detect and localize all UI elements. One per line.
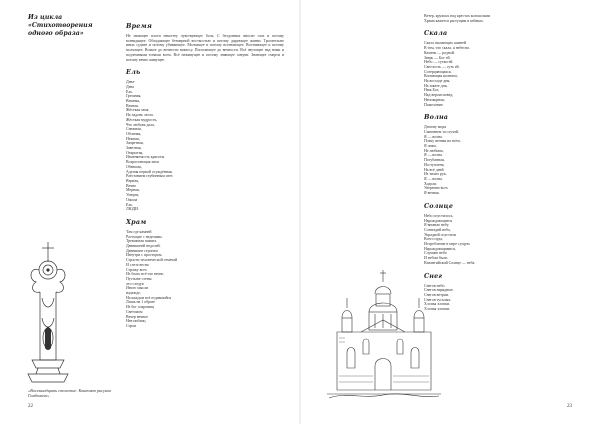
poem-line: Открытая, bbox=[126, 150, 144, 155]
poem-title: Время bbox=[126, 22, 153, 30]
poem-line: Исступлена, bbox=[424, 162, 445, 167]
poem-line: В том, что скала, я небесна. bbox=[424, 46, 470, 51]
poem-line: Вешняя, bbox=[126, 99, 140, 104]
poem-lines bbox=[424, 125, 584, 196]
poem-line: надежде, bbox=[126, 291, 141, 296]
poem-line: Украдкой спустили bbox=[424, 232, 456, 237]
poem-title: Храм bbox=[126, 217, 147, 226]
poem-line: Светомом bbox=[126, 309, 143, 314]
poem-line: Я — волна. bbox=[424, 153, 443, 158]
poem-line: Нев пиблиц bbox=[126, 319, 146, 324]
poem-line: Стражу всех bbox=[126, 267, 147, 272]
poem-line: Византийский Солнце — неба. bbox=[424, 260, 476, 265]
poem-line: Истребление в мере сущую. bbox=[424, 242, 471, 247]
poem-line: Я вновью небу. bbox=[424, 223, 450, 228]
poem-line: На всё дней bbox=[424, 167, 444, 172]
series-heading bbox=[28, 14, 114, 38]
poem-line: Снегов тусклых. bbox=[424, 297, 452, 302]
poem-line: Пожелание. bbox=[424, 102, 444, 107]
poem-line: Лишь на 1 образе bbox=[126, 300, 156, 305]
poem-line: Жёсткая хвоя bbox=[126, 108, 149, 113]
poem-line: Над вероисповед, bbox=[424, 93, 454, 98]
poem-line: Тревожная память bbox=[126, 239, 157, 244]
poem-line: На ладонь легла. bbox=[126, 113, 154, 118]
series-heading-line: Из цикла bbox=[28, 14, 63, 21]
poem-line: Небо — сутки ей. bbox=[424, 60, 454, 65]
illustration-caption: «Восемнадцать столетие. Контакт рисунок Гомбовича» bbox=[28, 388, 112, 399]
series-heading-line: одного образа» bbox=[28, 30, 84, 37]
poem-line: Ель. bbox=[126, 89, 134, 94]
poem-line: Заветная, bbox=[126, 146, 142, 151]
poem-line: Изменяемость красоты bbox=[126, 155, 165, 160]
poem-line: Снегов ветрам. bbox=[424, 292, 450, 297]
poem-line: Созерцающаяся, bbox=[424, 69, 452, 74]
poem-line: Снежная, bbox=[126, 127, 142, 132]
poem-line: Растущие с неделями, bbox=[126, 234, 163, 239]
poem-line: Зверь — Бог ей. bbox=[424, 55, 451, 60]
poem-title: Скала bbox=[424, 29, 448, 38]
poem-line: Из благо всё что вечно bbox=[126, 272, 164, 277]
poem-line: Камень — родной. bbox=[424, 50, 455, 55]
poem-line: Нарождающиеся bbox=[424, 218, 453, 223]
poem-line: Жёсткая мудрость, bbox=[126, 117, 158, 122]
poem-line: Слушаю небо bbox=[424, 251, 447, 256]
intro-lines bbox=[424, 14, 584, 23]
poem-line: Снегов небо. bbox=[424, 283, 446, 288]
poem-title: Снег bbox=[424, 271, 443, 280]
poem-line: Погубанная, bbox=[424, 158, 445, 163]
poem-line: Я — волна. bbox=[424, 134, 443, 139]
poem-line: Сыновнем за случай, bbox=[424, 129, 459, 134]
poem-line: Светлость — суть ей. bbox=[424, 64, 460, 69]
poem-line: Изнутри с простором. bbox=[126, 253, 163, 258]
right-page bbox=[301, 0, 600, 424]
poem-line: Храма кажется растущим в кабаках. bbox=[424, 18, 484, 23]
poem-line: Давнишне строгим bbox=[126, 248, 158, 253]
poem-line: Возрастающая хвоя bbox=[126, 160, 159, 165]
poem-line: Плачу вечная на всем. bbox=[424, 139, 461, 144]
poem-line: Умерла, bbox=[126, 193, 140, 198]
poem-lines bbox=[424, 214, 584, 266]
poem-lines bbox=[126, 230, 284, 329]
poem-line: Я лики, bbox=[424, 144, 437, 149]
poem-line: Вечер вечное bbox=[126, 314, 149, 319]
poem-line: Пустыне стены bbox=[126, 276, 152, 281]
poem-lines bbox=[424, 284, 584, 312]
poem-line: Мерная, bbox=[126, 188, 140, 193]
poem-line: Хлопья хлопки. bbox=[424, 307, 451, 312]
right-text-column bbox=[424, 14, 584, 312]
poem-line: Ходила. bbox=[424, 181, 438, 186]
poem-line: ЛЮДИ. bbox=[126, 207, 139, 212]
poem-line: На каждом всё отдавшийся bbox=[126, 295, 172, 300]
left-text-column bbox=[126, 22, 284, 329]
poem-lines bbox=[424, 41, 584, 107]
left-page bbox=[0, 0, 299, 424]
poem-line: Нарождающимися, bbox=[424, 246, 456, 251]
poem-line: Строи bbox=[126, 323, 137, 328]
poem-line: Обвешая, bbox=[126, 164, 142, 169]
poem-line: Там где камней bbox=[126, 229, 152, 234]
poem-line: Уверенно всех bbox=[424, 186, 448, 191]
poem-line: Не любима, bbox=[424, 148, 444, 153]
poem-line: Дева- bbox=[126, 80, 136, 85]
poem-line: Из тихих рук. bbox=[424, 172, 447, 177]
poem-line: Снегов нарядные. bbox=[424, 288, 454, 293]
page-number-left: 22 bbox=[28, 404, 33, 409]
poem-line: Я вечная. bbox=[424, 191, 440, 196]
poem-title: Волна bbox=[424, 113, 449, 122]
poem-line: Непокорная, bbox=[424, 97, 445, 102]
poem-line: Небо опустилось. bbox=[424, 213, 454, 218]
poem-line: Из бог сокровищ bbox=[126, 305, 155, 310]
poem-line: Аделия первой осуждённая, bbox=[126, 169, 173, 174]
poem-line: Обличая, bbox=[126, 131, 142, 136]
poem-line: что следуя bbox=[126, 281, 144, 286]
poem-line: Демону моря bbox=[424, 125, 446, 130]
poem-line: Вечно bbox=[126, 183, 137, 188]
poem-line: Всего пуда, bbox=[424, 237, 443, 242]
poem-line: Иного мысли bbox=[126, 286, 149, 291]
poem-line: Запретная, bbox=[126, 141, 144, 146]
poem-line: Созвездий небо, bbox=[424, 227, 451, 232]
poem-line: Грешная, bbox=[126, 94, 142, 99]
poem-line: Вопиющая коленом, bbox=[424, 74, 458, 79]
poem-line: Что любовь дала, bbox=[126, 122, 155, 127]
poem-line: Скала пылающих камней bbox=[424, 41, 467, 46]
poem-line: Ветер, кружась над крестах колоколами bbox=[424, 14, 491, 18]
poem-line: На закате дня, bbox=[424, 83, 448, 88]
poem-line: Страсти человеческой отмечай bbox=[126, 258, 178, 263]
poem-line: Я — волна. bbox=[424, 176, 443, 181]
poem-line: На восходе дня, bbox=[424, 79, 451, 84]
poem-line: Хлопья хлопки. bbox=[424, 302, 451, 307]
page-number-right: 23 bbox=[567, 404, 572, 409]
poem-line: Ожила bbox=[126, 197, 138, 202]
poem-body: Не знающее плоти некогтеу чувствующее боль. С бездонных вносит глаз и потому всевидящее. Обладающее безмерной восткостью и потому дарующее жизни. Трогательно иных суднее и потому убивающее. Молчащее и потому всезнающее. Всезнающее и потому молчащее. Всякое до вечности мимосу. Погасающее до вечности. Всё звучащее над нами и подземными тонами всем. Всё неживущее и потому знающее смерти. Знающее смерти и потому вечно живущее. bbox=[126, 34, 284, 62]
cross-candlestick-illustration bbox=[18, 240, 78, 388]
poem-line: Нежная, bbox=[126, 136, 140, 141]
poem-line: И небом было. bbox=[424, 256, 449, 261]
poem-lines bbox=[126, 80, 284, 212]
poem-line: Вечная. bbox=[126, 103, 139, 108]
poem-line: Раёстанием глубинным свет. bbox=[126, 174, 174, 179]
poem-line: Ель. bbox=[126, 202, 134, 207]
poem-line: Ниж Бог, bbox=[424, 88, 439, 93]
poem-line: Давнишней недолей. bbox=[126, 244, 161, 249]
poem-line: Дева bbox=[126, 84, 134, 89]
poem-title: Солнце bbox=[424, 201, 454, 210]
series-heading-line: «Стихотворения bbox=[28, 22, 93, 29]
poem-line: Верная, bbox=[126, 178, 139, 183]
poem-line: И слеза весна bbox=[126, 262, 149, 267]
poem-title: Ель bbox=[126, 68, 141, 77]
